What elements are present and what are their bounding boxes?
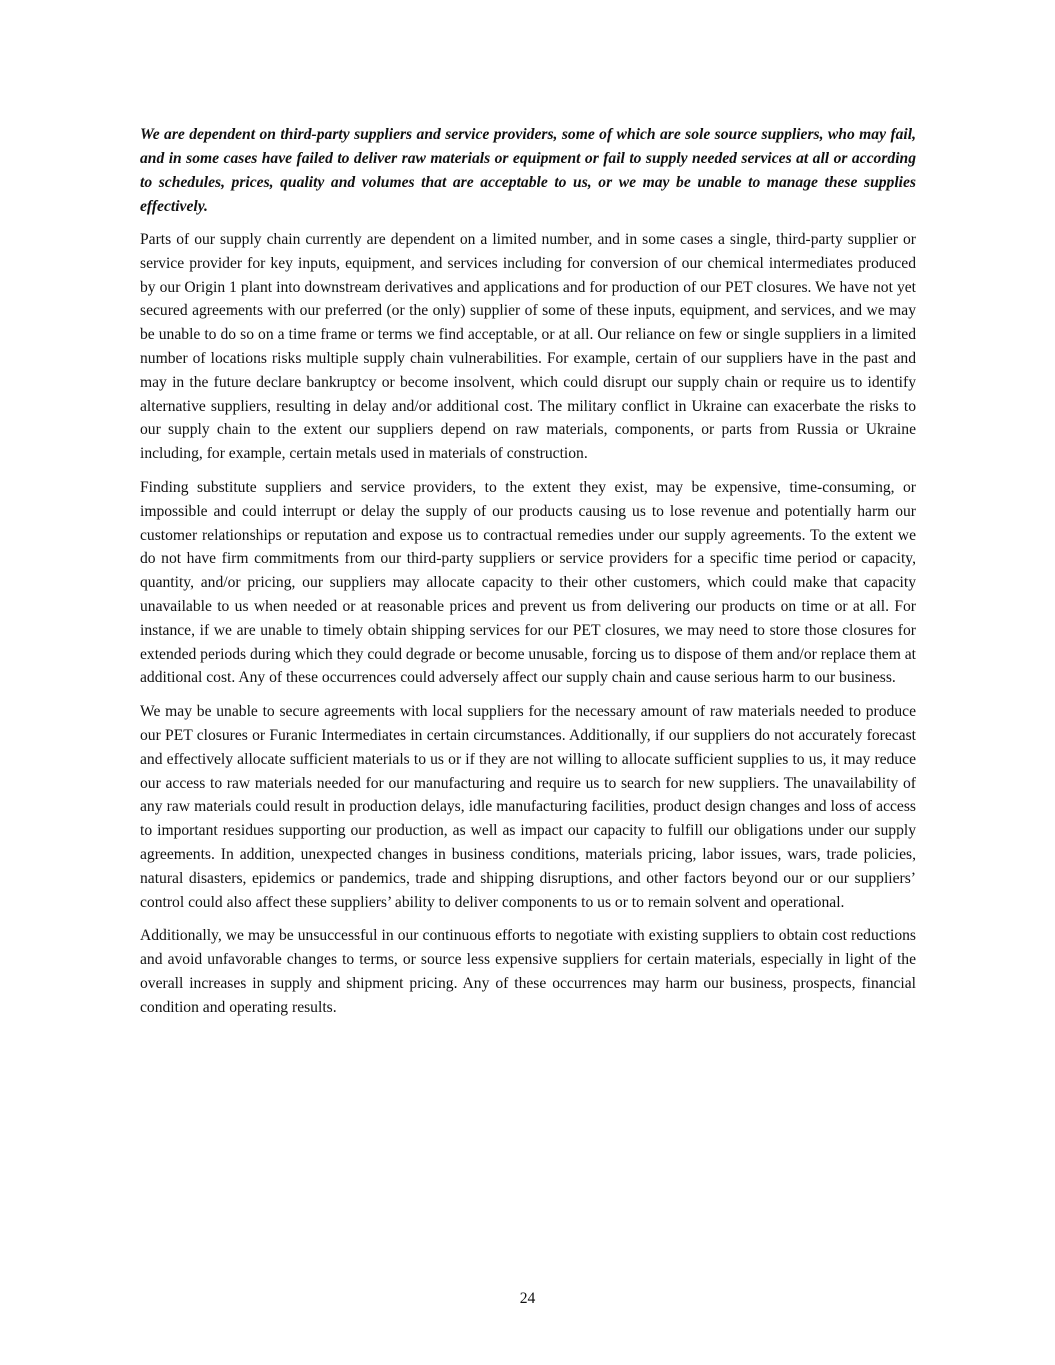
paragraph-substitute-suppliers: Finding substitute suppliers and service providers, to the extent they exist, may be expensive, time-consuming, or impossible and could interrupt or delay the supply of our products causing us to lose revenue and potentially harm our customer relationships or reputation and expose us to contractual remedies under our supply agreements. To the extent we do not have firm commitments from our third-party suppliers or service providers for a specific time period or capacity, quantity, and/or pricing, our suppliers may allocate capacity to their other customers, which could make that capacity unavailable to us when needed or at reasonable prices and prevent us from delivering our products on time or at all. For instance, if we are unable to timely obtain shipping services for our PET closures, we may need to store those closures for extended periods during which they could degrade or become unusable, forcing us to dispose of them and/or replace them at additional cost. Any of these occurrences could adversely affect our supply chain and cause serious harm to our business.: [140, 478, 916, 687]
page-number: 24: [519, 1290, 536, 1307]
paragraph-local-suppliers: We may be unable to secure agreements with local suppliers for the necessary amount of raw materials needed to produce our PET closures or Furanic Intermediates in certain circumstances. Additionally, if our suppliers do not accurately forecast and effectively allocate sufficient materials to us or if they are not willing to allocate sufficient supplies to us, it may reduce our access to raw materials needed for our manufacturing and require us to search for new suppliers. The unavailability of any raw materials could result in production delays, idle manufacturing facilities, product design changes and loss of access to important residues supporting our production, as well as impact our capacity to fulfill our obligations under our supply agreements. In addition, unexpected changes in business conditions, materials pricing, labor issues, wars, trade policies, natural disasters, epidemics or pandemics, trade and shipping disruptions, and other factors beyond our or our suppliers’ control could also affect these suppliers’ ability to deliver components to us or to remain solvent and operational.: [140, 703, 916, 911]
paragraph-supply-chain-dependence: Parts of our supply chain currently are dependent on a limited number, and in some cases a single, third-party supplier or service provider for key inputs, equipment, and services including for conversion of our chemical intermediates produced by our Origin 1 plant into downstream derivatives and applications and for production of our PET closures. We have not yet secured agreements with our preferred (or the only) supplier of some of these inputs, equipment, and services, and we may be unable to do so on a time frame or terms we find acceptable, or at all. Our reliance on few or single suppliers in a limited number of locations risks multiple supply chain vulnerabilities. For example, certain of our suppliers have in the past and may in the future declare bankruptcy or become insolvent, which could disrupt our supply chain or require us to identify alternative suppliers, resulting in delay and/or additional cost. The military conflict in Ukraine can exacerbate the risks to our supply chain to the extent our suppliers depend on raw materials, components, or parts from Russia or Ukraine including, for example, certain metals used in materials of construction.: [140, 231, 916, 463]
risk-factor-heading: We are dependent on third-party suppliers and service providers, some of which are sole source suppliers, who may fail, and in some cases have failed to deliver raw materials or equipment or fail to supply needed services at all or according to schedules, prices, quality and volumes that are acceptable to us, or we may be unable to manage these supplies effectively.: [140, 126, 916, 215]
paragraph-cost-negotiation: Additionally, we may be unsuccessful in our continuous efforts to negotiate with existing suppliers to obtain cost reductions and avoid unfavorable changes to terms, or source less expensive suppliers for certain materials, especially in light of the overall increases in supply and shipment pricing. Any of these occurrences may harm our business, prospects, financial condition and operating results.: [140, 927, 916, 1016]
document-body: [140, 123, 916, 1030]
